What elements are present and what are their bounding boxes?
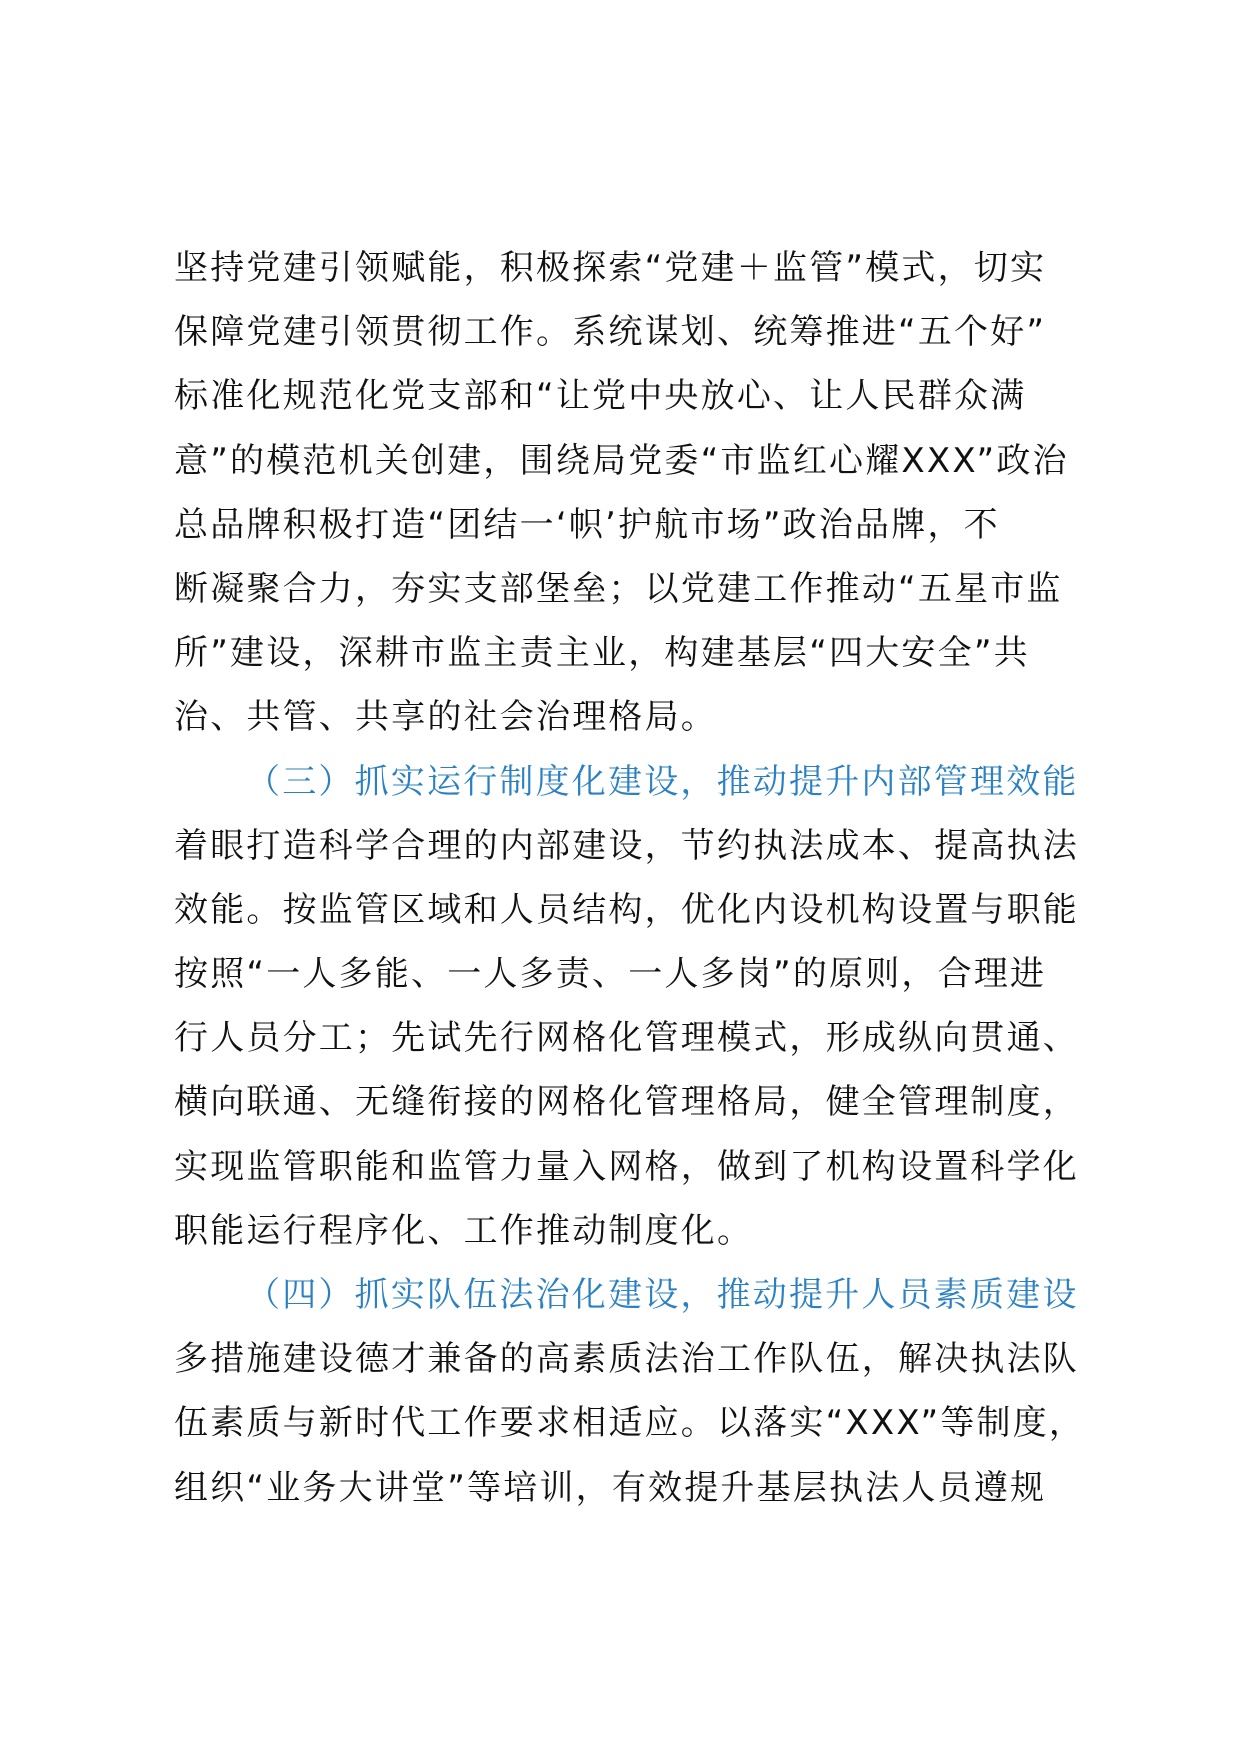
paragraph-line: 横向联通、无缝衔接的网格化管理格局，健全管理制度， bbox=[174, 1082, 1079, 1123]
paragraph-line: 伍素质与新时代工作要求相适应。以落实“XXX”等制度， bbox=[174, 1403, 1086, 1444]
paragraph-line: 所”建设，深耕市监主责主业，构建基层“四大安全”共 bbox=[174, 633, 1030, 674]
paragraph-line: 保障党建引领贯彻工作。系统谋划、统筹推进“五个好” bbox=[174, 312, 1047, 353]
paragraph-line: 组织“业务大讲堂”等培训，有效提升基层执法人员遵规 bbox=[174, 1467, 1047, 1508]
section-heading-4: （四）抓实队伍法治化建设，推动提升人员素质建设 bbox=[246, 1275, 1079, 1315]
paragraph-line: 意”的模范机关创建，围绕局党委“市监红心耀XXX”政治 bbox=[174, 440, 1069, 481]
paragraph-line: 多措施建设德才兼备的高素质法治工作队伍，解决执法队 bbox=[174, 1339, 1079, 1380]
paragraph-line: 总品牌积极打造“团结一‘帜’护航市场”政治品牌，不 bbox=[174, 504, 1000, 545]
section-heading-3: （三）抓实运行制度化建设，推动提升内部管理效能 bbox=[246, 761, 1079, 802]
paragraph-line: 职能运行程序化、工作推动制度化。 bbox=[174, 1210, 754, 1251]
paragraph-line: 按照“一人多能、一人多责、一人多岗”的原则，合理进 bbox=[174, 954, 1047, 995]
document-body bbox=[174, 236, 1104, 1520]
paragraph-line: 效能。按监管区域和人员结构，优化内设机构设置与职能 bbox=[174, 889, 1079, 930]
paragraph-line: 断凝聚合力，夯实支部堡垒；以党建工作推动“五星市监 bbox=[174, 568, 1063, 609]
paragraph-line: 行人员分工；先试先行网格化管理模式，形成纵向贯通、 bbox=[174, 1018, 1079, 1059]
paragraph-line: 坚持党建引领赋能，积极探索“党建＋监管”模式，切实 bbox=[174, 248, 1047, 288]
paragraph-line: 治、共管、共享的社会治理格局。 bbox=[174, 697, 717, 738]
paragraph-line: 标准化规范化党支部和“让党中央放心、让人民群众满 bbox=[174, 376, 1027, 417]
paragraph-line: 实现监管职能和监管力量入网格，做到了机构设置科学化 bbox=[174, 1146, 1079, 1187]
paragraph-line: 着眼打造科学合理的内部建设，节约执法成本、提高执法 bbox=[174, 825, 1079, 866]
